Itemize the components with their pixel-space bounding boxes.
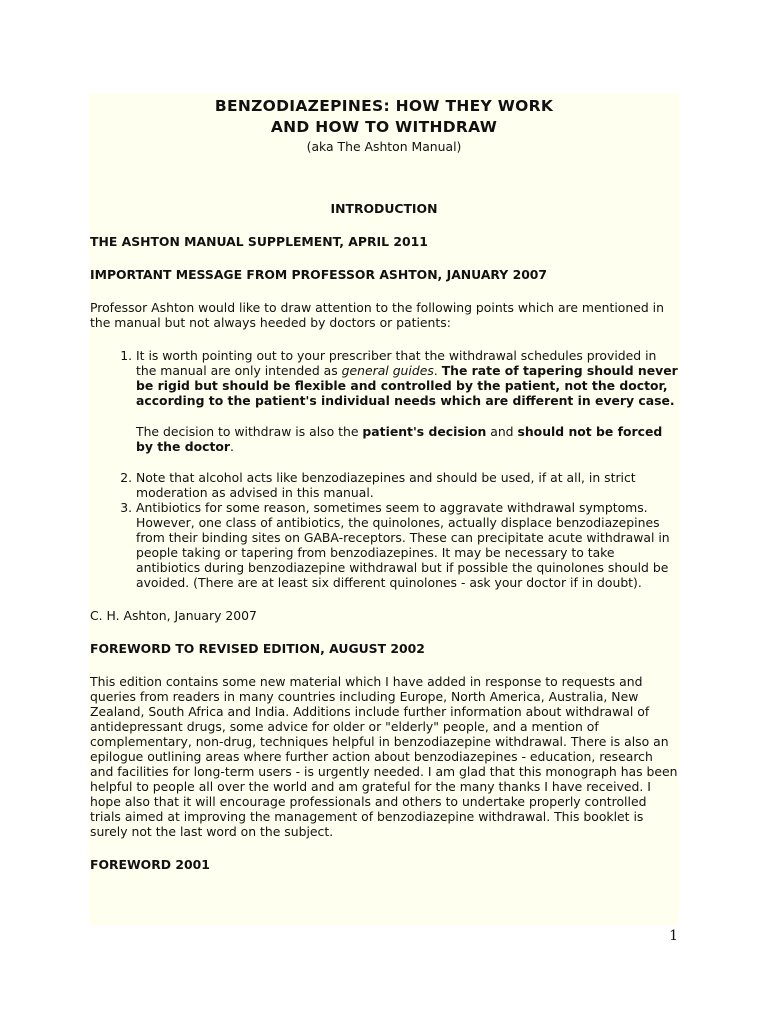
item1-sub-d: . (230, 439, 234, 454)
item1-sub-bold2: should not be forced by the doctor (136, 424, 663, 454)
item1-sub-bold1: patient's decision (362, 424, 487, 439)
message-intro: Professor Ashton would like to draw attention to the following points which are mentioned in the manual but not always heeded by doctors or patients: (90, 300, 664, 330)
points-list (90, 348, 678, 590)
item1-text-a: It is worth pointing out to your prescriber that the withdrawal schedules provided in the manual are only intended as (136, 348, 657, 378)
item1-bold: The rate of tapering should never be rigid but should be flexible and controlled by the patient, not the doctor, according to the patient's individual needs which are different in every case. (136, 363, 678, 408)
title-line-1: BENZODIAZEPINES: HOW THEY WORK (214, 97, 554, 115)
foreword-revised-text: This edition contains some new material which I have added in response to requests and queries from readers in many countries including Europe, North America, Australia, New Zealand, South Africa and India. Additions include further information about withdrawal of antidepressant drugs, some advice for older or "elderly" people, and a mention of complementary, non-drug, techniques helpful in benzodiazepine withdrawal. There is also an epilogue outlining areas where further action about benzodiazepines - education, research and facilities for long-term users - is urgently needed. I am glad that this monograph has been helpful to people all over the world and am grateful for the many thanks I have received. I hope also that it will encourage professionals and others to undertake properly controlled trials aimed at improving the management of benzodiazepine withdrawal. This booklet is surely not the last word on the subject. (90, 674, 678, 839)
signature: C. H. Ashton, January 2007 (90, 608, 257, 623)
foreword-revised-heading: FOREWORD TO REVISED EDITION, AUGUST 2002 (90, 641, 425, 656)
item1-emphasis: general guides (341, 363, 434, 378)
foreword-2001-heading: FOREWORD 2001 (90, 857, 210, 872)
list-item (136, 348, 678, 454)
message-heading: IMPORTANT MESSAGE FROM PROFESSOR ASHTON, JANUARY 2007 (90, 267, 548, 282)
item1-subparagraph (136, 424, 678, 454)
item1-sub-a: The decision to withdraw is also the (136, 424, 363, 439)
list-item: 2. Note that alcohol acts like benzodiazepines and should be used, if at all, in strict moderation as advised in this manual. (136, 470, 678, 500)
document-title (90, 96, 678, 138)
supplement-heading: THE ASHTON MANUAL SUPPLEMENT, APRIL 2011 (90, 234, 428, 249)
item1-sub-c: and (486, 424, 518, 439)
page-number: 1 (669, 928, 678, 944)
aka-subtitle: (aka The Ashton Manual) (306, 139, 462, 154)
introduction-heading: INTRODUCTION (330, 201, 438, 216)
title-line-2: AND HOW TO WITHDRAW (270, 118, 498, 136)
list-item: 3. Antibiotics for some reason, sometimes seem to aggravate withdrawal symptoms. However, one class of antibiotics, the quinolones, actually displace benzodiazepines from their binding sites on GABA-receptors. These can precipitate acute withdrawal in people taking or tapering from benzodiazepines. It may be necessary to take antibiotics during benzodiazepine withdrawal but if possible the quinolones should be avoided. (There are at least six different quinolones - ask your doctor if in doubt). (136, 500, 678, 590)
document-content (90, 96, 678, 872)
item1-text-b: . (433, 363, 442, 378)
